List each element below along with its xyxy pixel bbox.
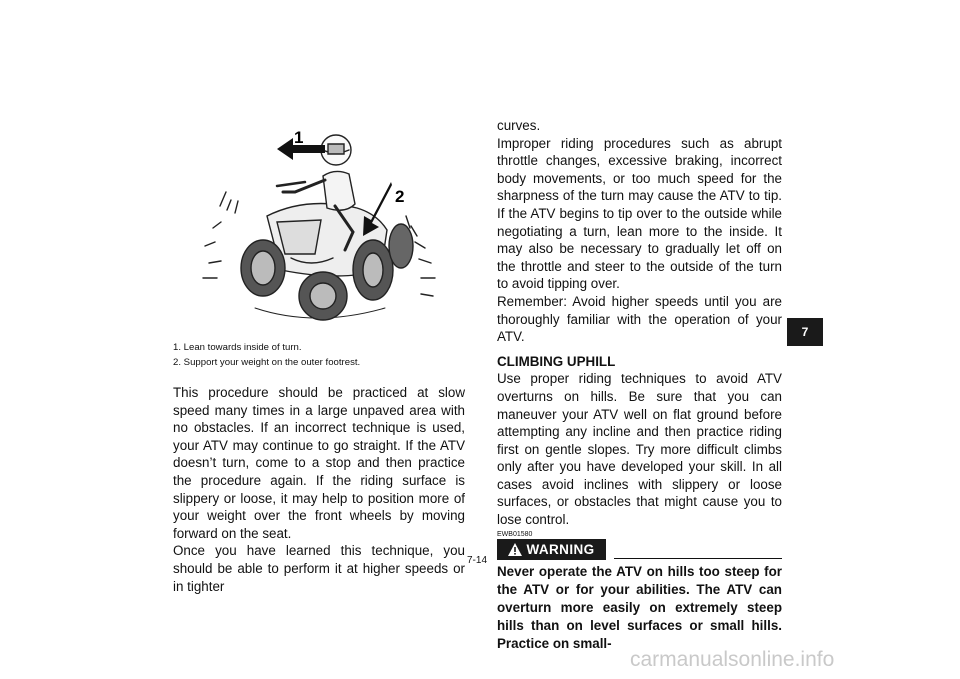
caption-item: 1. Lean towards inside of turn. [173, 342, 302, 353]
chapter-tab: 7 [787, 318, 823, 346]
body-paragraph: Improper riding procedures such as abrupt throttle changes, excessive braking, incorrect body movements, or too much speed for the sharpness of the turn may cause the ATV to tip. If the ATV begins to tip over to the outside while negotiating a turn, lean more to the inside. It may also be necessary to gradually let off on the throttle and steer to the outside of the turn to avoid tipping over. [497, 135, 782, 292]
warning-header [497, 539, 782, 561]
section-heading: CLIMBING UPHILL [497, 353, 616, 369]
right-column [497, 117, 782, 653]
caption-item: 2. Support your weight on the outer footrest. [173, 357, 361, 368]
atv-rider-illustration [195, 118, 445, 330]
figure-caption [173, 340, 360, 370]
left-column [173, 384, 465, 595]
warning-rule [614, 558, 782, 559]
warning-text: Never operate the ATV on hills too steep for the ATV or for your abilities. The ATV can overturn more easily on extremely steep hills than on level surfaces or small hills. Practice on small- [497, 563, 782, 651]
warning-code: EWB01580 [497, 530, 533, 538]
body-paragraph: Remember: Avoid higher speeds until you are thoroughly familiar with the operation of your ATV. [497, 293, 782, 345]
figure-label-1: 1 [294, 128, 304, 147]
body-paragraph: curves. [497, 118, 541, 133]
body-paragraph: This procedure should be practiced at slow speed many times in a large unpaved area with no obstacles. If an incorrect technique is used, your ATV may continue to go straight. If the ATV doesn’t turn, come to a stop and then practice the procedure again. If the riding surface is slippery or loose, it may help to position more of your weight over the front wheels by moving forward on the seat. [173, 385, 465, 541]
watermark: carmanualsonline.info [630, 648, 835, 671]
warning-triangle-icon [508, 543, 522, 556]
figure-label-2: 2 [395, 187, 405, 206]
warning-badge [497, 539, 606, 560]
section-paragraph: Use proper riding techniques to avoid ATV overturns on hills. Be sure that you can maneuver your ATV well on flat ground before attempting any incline and then practice riding first on gentle slopes. Try more difficult climbs only after you have developed your skill. In all cases avoid inclines with slippery or loose surfaces, or obstacles that might cause you to lose control. [497, 371, 782, 528]
body-paragraph: Once you have learned this technique, you should be able to perform it at higher speeds or in tighter [173, 543, 465, 594]
warning-label: WARNING [526, 541, 595, 557]
page-number: 7-14 [467, 555, 488, 566]
